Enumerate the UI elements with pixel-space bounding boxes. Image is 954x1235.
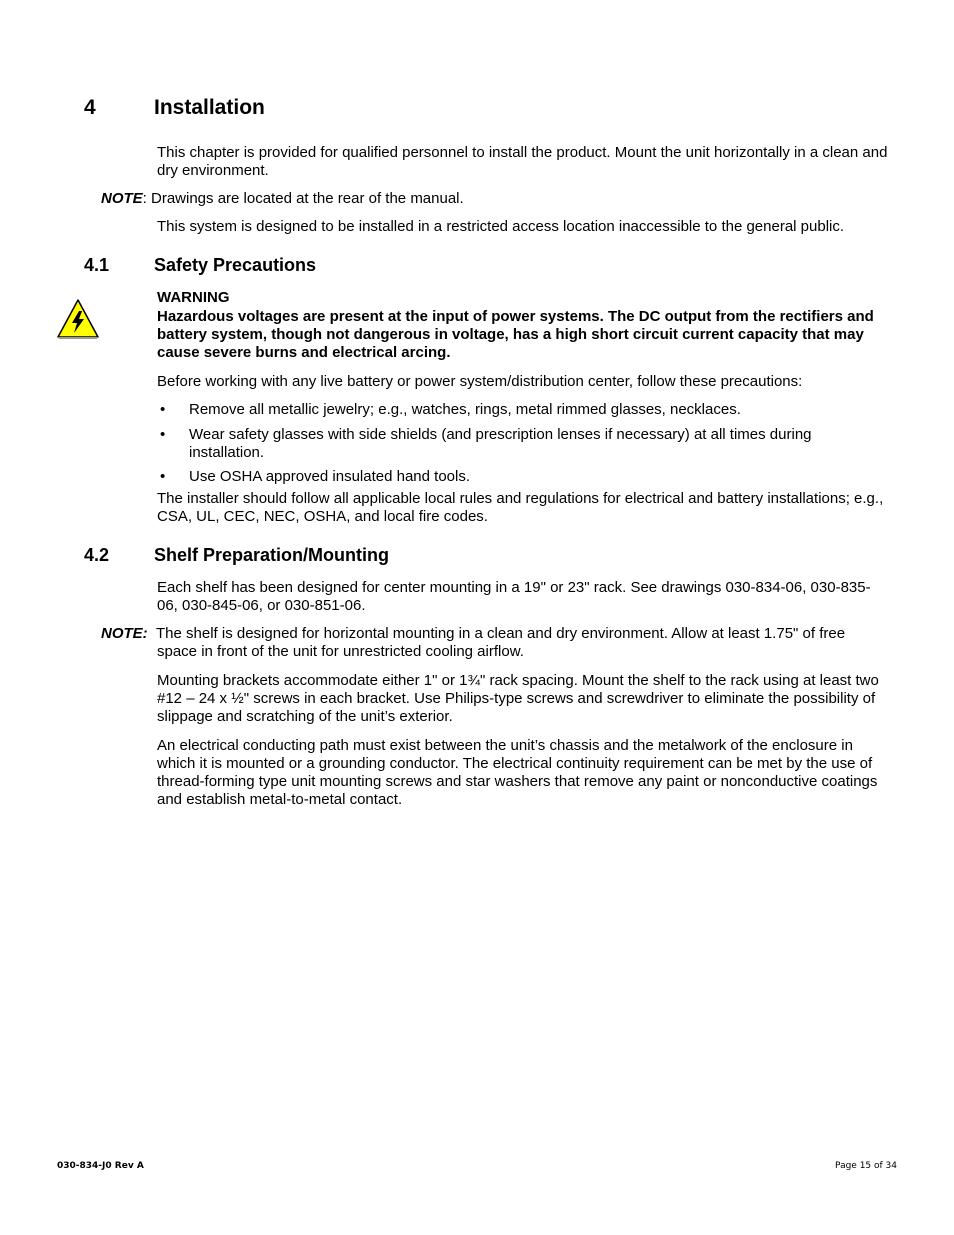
note-text: The shelf is designed for horizontal mounting in a clean and dry environment. Allow at least 1.75" of free space in front of the unit for unrestricted cooling airflow. (156, 625, 846, 660)
bullet-marker: • (160, 426, 166, 443)
section-title: Installation (154, 96, 265, 119)
footer-doc-id: 030-834-J0 Rev A (57, 1161, 144, 1171)
list-item: Remove all metallic jewelry; e.g., watches, rings, metal rimmed glasses, necklaces. (189, 401, 741, 418)
note-label (101, 625, 148, 643)
list-item: Use OSHA approved insulated hand tools. (189, 468, 471, 485)
warning-text: Hazardous voltages are present at the input of power systems. The DC output from the rectifiers and battery system, though not dangerous in voltage, has a high short circuit current capacity that may cause severe burns and electrical arcing. (157, 308, 874, 361)
subsection-number: 4.2 (84, 545, 110, 565)
section-number: 4 (84, 96, 96, 119)
brackets-paragraph: Mounting brackets accommodate either 1" or 1¾" rack spacing. Mount the shelf to the rack using at least two #12 – 24 x ½" screws in each bracket. Use Philips-type screws and screwdriver to eliminate the possibility of slippage and scratching of the unit’s exterior. (157, 672, 879, 725)
note-text: : Drawings are located at the rear of the manual. (142, 190, 464, 207)
precautions-intro: Before working with any live battery or power system/distribution center, follow these precautions: (157, 373, 803, 390)
bullet-marker: • (160, 401, 166, 418)
warning-label: WARNING (157, 289, 230, 306)
restricted-access-paragraph: This system is designed to be installed in a restricted access location inaccessible to the general public. (157, 218, 845, 235)
installer-paragraph: The installer should follow all applicable local rules and regulations for electrical and battery installations; e.g., CSA, UL, CEC, NEC, OSHA, and local fire codes. (157, 490, 884, 525)
intro-paragraph: This chapter is provided for qualified personnel to install the product. Mount the unit horizontally in a clean and dry environment. (157, 144, 888, 179)
note-label: NOTE (101, 190, 143, 207)
conducting-path-paragraph: An electrical conducting path must exist between the unit’s chassis and the metalwork of the enclosure in which it is mounted or a grounding conductor. The electrical continuity requirement can be met by the use of thread-forming type unit mounting screws and star washers that remove any paint or nonconductive coatings and establish metal-to-metal contact. (157, 737, 878, 808)
list-item: Wear safety glasses with side shields (and prescription lenses if necessary) at all times during installation. (189, 426, 812, 461)
mounting-paragraph: Each shelf has been designed for center mounting in a 19" or 23" rack. See drawings 030-834-06, 030-835-06, 030-845-06, or 030-851-06. (157, 579, 871, 614)
subsection-title: Safety Precautions (154, 255, 317, 275)
footer-page-number: Page 15 of 34 (835, 1161, 897, 1171)
note (101, 190, 891, 208)
subsection-title: Shelf Preparation/Mounting (154, 545, 390, 565)
bullet-marker: • (160, 468, 166, 485)
high-voltage-warning-icon (55, 297, 101, 341)
subsection-number: 4.1 (84, 255, 110, 275)
note-label-text: NOTE: (101, 625, 148, 642)
